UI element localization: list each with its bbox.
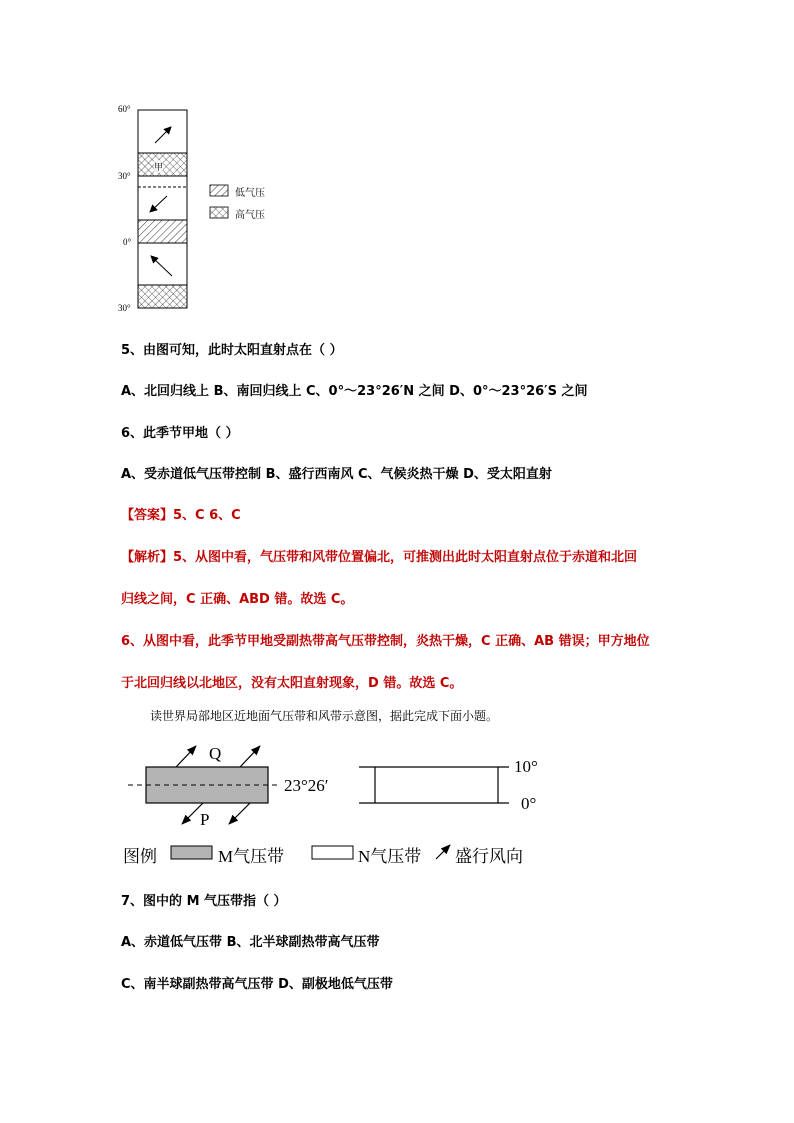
analysis-line-4: 于北回归线以北地区，没有太阳直射现象，D 错。故选 C。 xyxy=(121,676,463,691)
label-q: Q xyxy=(209,744,222,763)
lat-label-0: 0° xyxy=(123,237,132,247)
analysis-line-3: 6、从图中看，此季节甲地受副热带高气压带控制，炎热干燥，C 正确、AB 错误；甲方地位 xyxy=(121,634,650,649)
legend-wind-arrow xyxy=(436,845,450,859)
lat-label-60: 60° xyxy=(118,104,131,114)
legend-m-label: M气压带 xyxy=(218,847,285,866)
legend-title: 图例 xyxy=(123,847,157,866)
question-6: 6、此季节甲地（ ） xyxy=(121,426,239,441)
question-5-options: A、北回归线上 B、南回归线上 C、0°～23°26′N 之间 D、0°～23°26′S 之间 xyxy=(121,384,588,399)
wind-arrow-p-right xyxy=(229,803,250,824)
wind-arrow-q-right xyxy=(240,746,260,767)
question-7: 7、图中的 M 气压带指（ ） xyxy=(121,894,287,909)
lat-label-30n: 30° xyxy=(118,171,131,181)
question-7-options-1: A、赤道低气压带 B、北半球副热带高气压带 xyxy=(121,935,380,950)
label-10deg: 10° xyxy=(514,757,538,776)
legend-m-swatch xyxy=(171,846,212,859)
legend-low-label: 低气压 xyxy=(235,188,265,199)
analysis-line-1: 【解析】5、从图中看，气压带和风带位置偏北，可推测出此时太阳直射点位于赤道和北回 xyxy=(121,550,638,565)
answer-line: 【答案】5、C 6、C xyxy=(121,508,241,523)
question-7-options-2: C、南半球副热带高气压带 D、副极地低气压带 xyxy=(121,977,393,992)
label-p: P xyxy=(200,810,210,829)
label-0deg: 0° xyxy=(521,794,537,813)
legend-n-swatch xyxy=(312,846,353,859)
legend-high-label: 高气压 xyxy=(235,210,265,221)
analysis-line-2: 归线之间，C 正确、ABD 错。故选 C。 xyxy=(121,592,354,607)
question-6-options: A、受赤道低气压带控制 B、盛行西南风 C、气候炎热干燥 D、受太阳直射 xyxy=(121,467,552,482)
legend-n-label: N气压带 xyxy=(358,847,422,866)
cell-mark-jia: 甲 xyxy=(154,160,163,173)
question-5: 5、由图可知，此时太阳直射点在（ ） xyxy=(121,343,343,358)
intro-text: 读世界局部地区近地面气压带和风带示意图，据此完成下面小题。 xyxy=(150,709,499,723)
label-latitude: 23°26′ xyxy=(284,776,329,795)
legend-wind-label: 盛行风向 xyxy=(455,847,523,866)
wind-arrow-q-left xyxy=(176,746,196,767)
lat-label-30s: 30° xyxy=(118,303,131,313)
